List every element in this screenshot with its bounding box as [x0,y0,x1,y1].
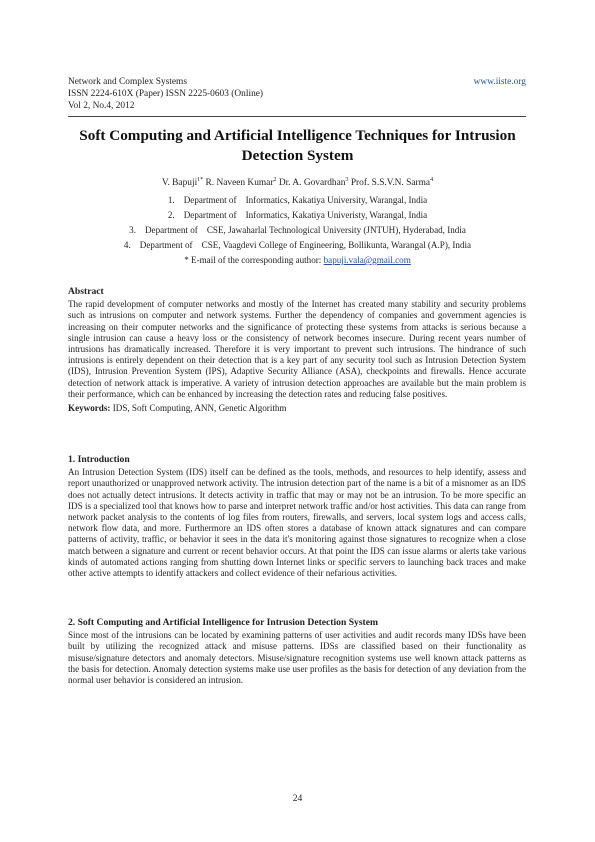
author-name: V. Bapuji [161,178,198,188]
email-link[interactable]: bapuji.vala@gmail.com [323,255,411,265]
author-affiliation-mark: 1* [197,176,204,183]
author-affiliation-mark: 4 [430,176,434,183]
keywords-text: IDS, Soft Computing, ANN, Genetic Algorithm [112,403,287,414]
introduction-heading: 1. Introduction [68,454,130,465]
corresponding-author-line [60,253,535,268]
page-number: 24 [292,793,303,804]
abstract-section [68,286,526,414]
author-name: Prof. S.S.V.N. Sarma [350,178,431,188]
section-2 [68,617,526,686]
affiliation-list [60,193,535,268]
header-divider [68,116,526,117]
journal-website-link[interactable]: www.iiste.org [473,77,526,87]
author-affiliation-mark: 2 [273,176,277,183]
abstract-heading: Abstract [68,286,104,297]
affiliation: 1. Department of Informatics, Kakatiya University, Warangal, India [167,195,428,205]
abstract-text: The rapid development of computer networks and mostly of the Internet has created many stability and security problems such as intrusions on computer and network systems. Further the dependency of companies and government agencies is increasing on their computer networks and the significance of protecting these systems from attacks is serious because a single intrusion can cause a heavy loss or the consistency of network becomes insecure. During recent years number of intrusions has dramatically increased. Therefore it is very important to prevent such intrusions. The hindrance of such intrusions is entirely dependent on their detection that is a key part of any security tool such as Intrusion Detection System (IDS), Intrusion Prevention System (IPS), Adaptive Security Alliance (ASA), checkpoints and firewalls. Hence accurate detection of network attack is imperative. A variety of intrusion detection approaches are available but the main problem is their performance, which can be enhanced by increasing the detection rates and reducing false positives. [68,299,526,399]
author-name: R. Naveen Kumar [205,178,274,188]
keywords-line [68,403,526,414]
section-2-text: Since most of the intrusions can be located by examining patterns of user activities and audit records many IDSs have been built by utilizing the recognized attack and misuse patterns. IDSs are classified based on their functionality as misuse/signature detectors and anomaly detectors. Misuse/signature recognition systems use well known attack patterns as the basis for detection. Anomaly detection systems make use user profiles as the basis for detection of any deviation from the normal user behavior is considered an intrusion. [68,630,526,686]
author-affiliation-mark: 3 [345,176,349,183]
email-label: * E-mail of the corresponding author: [184,255,322,265]
introduction-text: An Intrusion Detection System (IDS) itself can be defined as the tools, methods, and resources to help identify, assess and report unauthorized or unapproved network activity. The intrusion detection part of the name is a bit of a misnomer as an IDS does not actually detect intrusions. It detects activity in traffic that may or may not be an intrusion. To be more specific an IDS is a specialized tool that knows how to parse and interpret network traffic and/or host activities. This data can range from network packet analysis to the contents of log files from routers, firewalls, and servers, local system logs and access calls, network flow data, and more. Furthermore an IDS often stores a database of known attack signatures and can compare patterns of activity, traffic, or behavior it sees in the data it's monitoring against those signatures to recognize when a close match between a signature and current or recent behavior occurs. At that point the IDS can issue alarms or alerts take various kinds of automated actions ranging from shutting down Internet links or specific servers to launching back traces and make other active attempts to identify attackers and collect evidence of their nefarious activities. [68,467,526,579]
keywords-label: Keywords: [68,403,111,414]
affiliation: 3. Department of CSE, Jawaharlal Technological University (JNTUH), Hyderabad, India [129,225,466,235]
issn-line: ISSN 2224-610X (Paper) ISSN 2225-0603 (Online) [68,89,264,99]
journal-name: Network and Complex Systems [68,77,188,87]
section-2-heading: 2. Soft Computing and Artificial Intelligence for Intrusion Detection System [68,617,379,628]
paper-title: Soft Computing and Artificial Intelligence Techniques for Intrusion Detection System [79,127,516,164]
author-list [60,177,535,189]
introduction-section [68,454,526,579]
volume-line: Vol 2, No.4, 2012 [68,101,135,111]
author-name: Dr. A. Govardhan [278,178,346,188]
running-header [68,76,526,112]
affiliation: 2. Department of Informatics, Kakatiya Univeristy, Warangal, India [167,210,428,220]
affiliation: 4. Department of CSE, Vaagdevi College of Engineering, Bollikunta, Warangal (A.P), India [123,240,472,250]
